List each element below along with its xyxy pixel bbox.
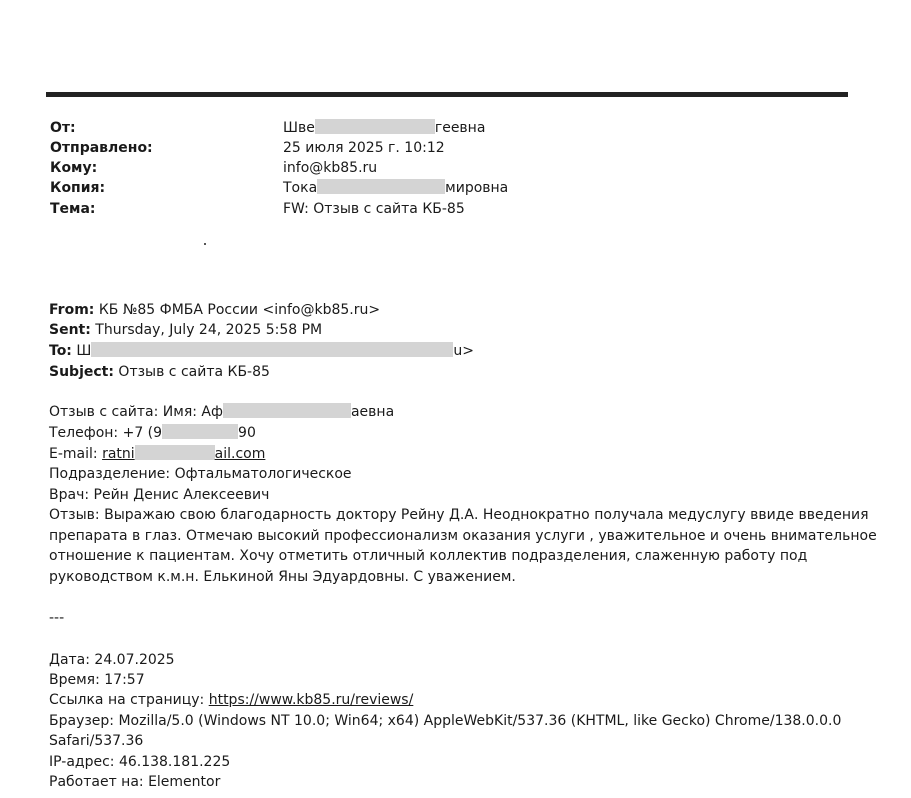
scan-speck <box>204 243 206 245</box>
fw-sent-label: Sent: <box>49 322 91 338</box>
sent-label: Отправлено: <box>50 140 153 156</box>
name-end: аевна <box>350 404 395 420</box>
cc-value <box>283 179 508 197</box>
review-line-3: отношение к пациентам. Хочу отметить отличный коллектив подразделения, слаженную работу под <box>49 548 808 564</box>
redaction-block <box>162 424 238 439</box>
redaction-block <box>91 342 453 357</box>
powered-line: Работает на: Elementor <box>49 774 221 790</box>
to-label: Кому: <box>50 160 98 176</box>
fw-sent-value: Thursday, July 24, 2025 5:58 PM <box>95 322 323 338</box>
fw-subject-label: Subject: <box>49 364 114 380</box>
cc-value-start: Тока <box>283 180 318 196</box>
email-link[interactable] <box>102 446 265 462</box>
browser-line-2: Safari/537.36 <box>49 733 144 749</box>
fw-subject-line <box>49 362 270 382</box>
fw-from-label: From: <box>49 302 95 318</box>
fw-subject-value: Отзыв с сайта КБ-85 <box>118 364 270 380</box>
review-line-4: руководством к.м.н. Елькиной Яны Эдуардовны. С уважением. <box>49 569 516 585</box>
redaction-block <box>315 119 435 134</box>
fw-from-line <box>49 300 380 320</box>
fw-to-label: To: <box>49 343 72 359</box>
browser-line-1: Браузер: Mozilla/5.0 (Windows NT 10.0; Win64; x64) AppleWebKit/537.36 (KHTML, like Gecko) Chrome/138.0.0.0 <box>49 713 842 729</box>
page-link[interactable]: https://www.kb85.ru/reviews/ <box>208 692 414 708</box>
page-link-line <box>49 690 413 710</box>
fw-to-value-start: Ш <box>76 343 92 359</box>
from-value <box>283 119 485 137</box>
cc-label: Копия: <box>50 180 106 196</box>
phone-line <box>49 423 256 443</box>
phone-end: 90 <box>238 425 256 441</box>
review-name-line <box>49 402 394 422</box>
page-link-label: Ссылка на страницу: <box>49 692 209 708</box>
email-line <box>49 444 265 464</box>
fw-from-value: КБ №85 ФМБА России <info@kb85.ru> <box>98 302 381 318</box>
redaction-block <box>317 179 445 194</box>
email-prefix: E-mail: <box>49 446 103 462</box>
subject-label: Тема: <box>50 201 96 217</box>
time-line: Время: 17:57 <box>49 672 145 688</box>
fw-to-line <box>49 341 474 361</box>
review-line-1: Отзыв: Выражаю свою благодарность доктору Рейну Д.А. Неоднократно получала медуслугу ввиде введения <box>49 507 869 523</box>
to-value: info@kb85.ru <box>283 160 378 176</box>
ip-line: IP-адрес: 46.138.181.225 <box>49 754 231 770</box>
phone-start: Телефон: +7 (9 <box>49 425 163 441</box>
email-start: ratni <box>102 446 135 462</box>
name-start: Отзыв с сайта: Имя: Аф <box>49 404 223 420</box>
fw-sent-line <box>49 320 322 340</box>
department-line: Подразделение: Офтальматологическое <box>49 466 352 482</box>
doctor-line: Врач: Рейн Денис Алексеевич <box>49 487 270 503</box>
redaction-block <box>135 445 215 460</box>
sent-value: 25 июля 2025 г. 10:12 <box>283 140 445 156</box>
date-line: Дата: 24.07.2025 <box>49 652 175 668</box>
fw-to-value-end: u> <box>453 343 474 359</box>
from-value-end: геевна <box>434 120 486 136</box>
from-label: От: <box>50 120 76 136</box>
redaction-block <box>223 403 351 418</box>
separator: --- <box>49 610 65 626</box>
subject-value: FW: Отзыв с сайта КБ-85 <box>283 201 465 217</box>
header-divider <box>46 92 848 97</box>
from-value-start: Шве <box>283 120 315 136</box>
email-end: ail.com <box>214 446 266 462</box>
review-line-2: препарата в глаз. Отмечаю высокий профессионализм оказания услуги , уважительное и очень внимательное <box>49 528 877 544</box>
cc-value-end: мировна <box>445 180 509 196</box>
